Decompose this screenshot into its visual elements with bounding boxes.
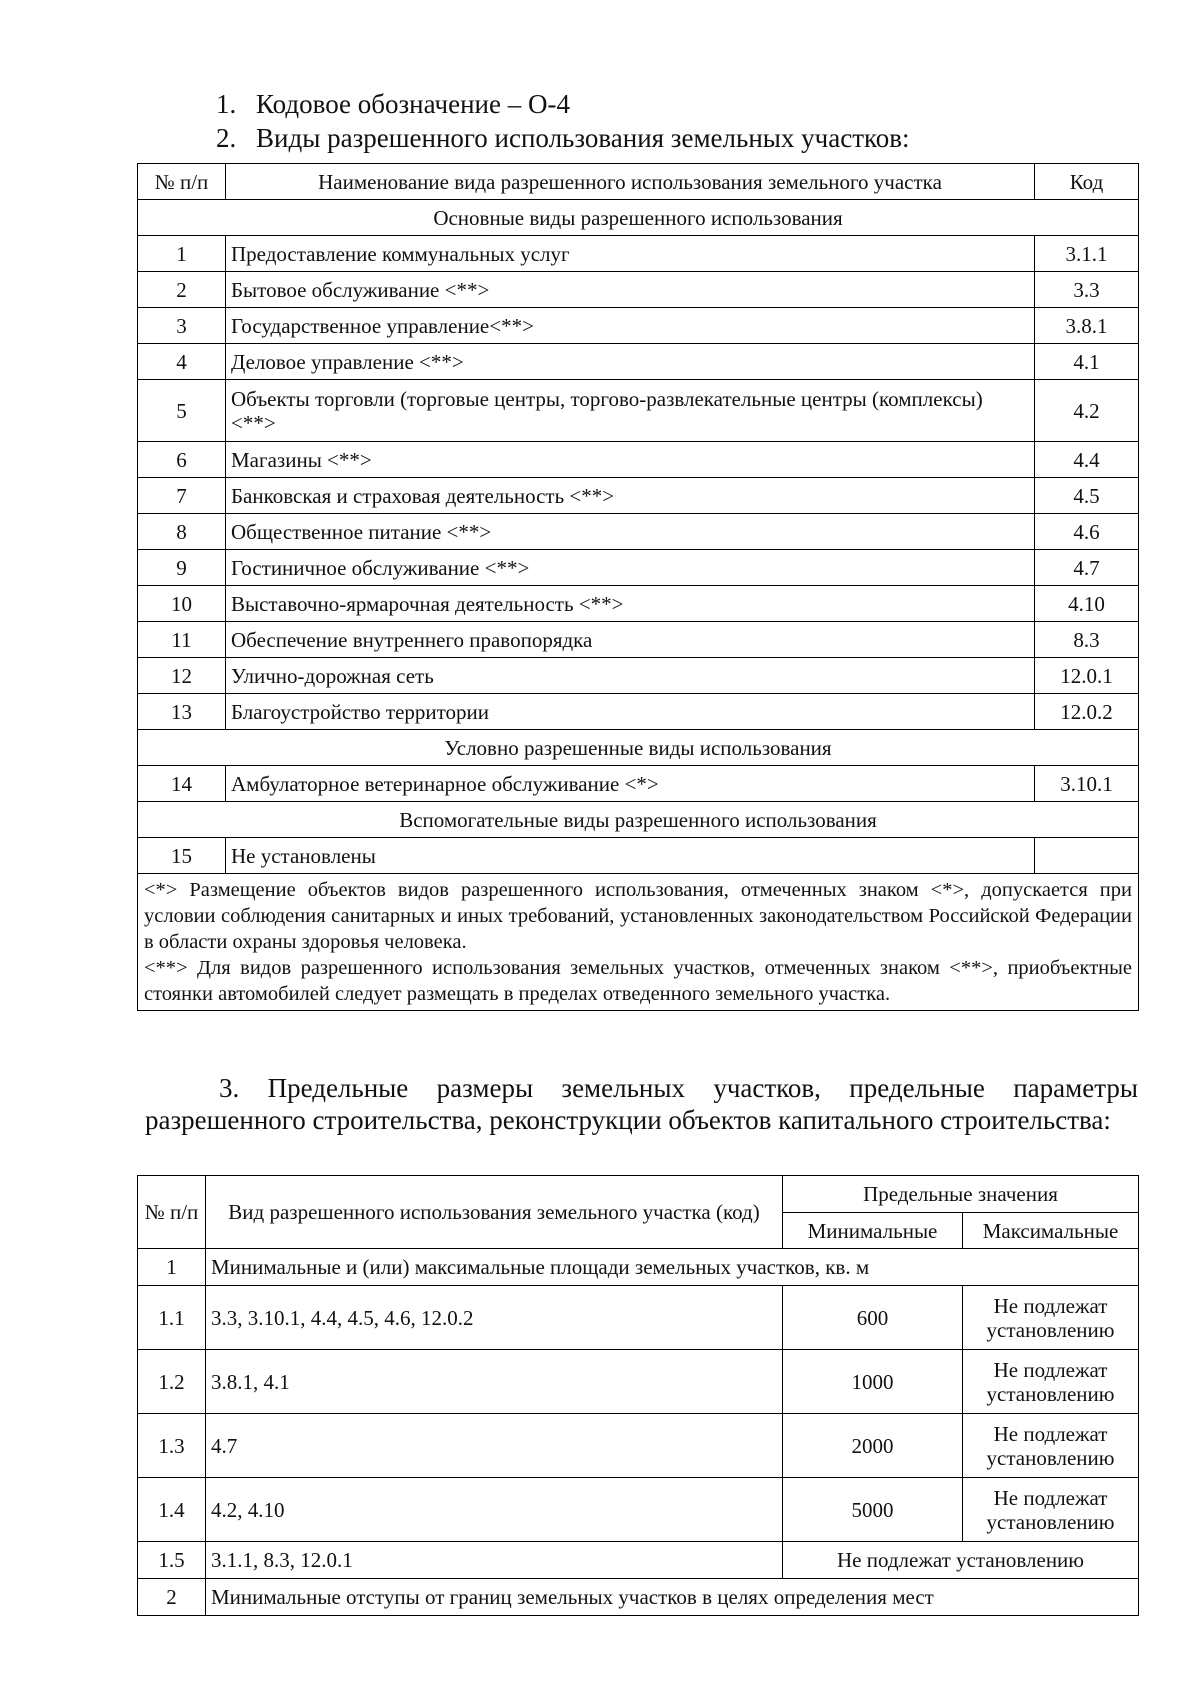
row-name: Гостиничное обслуживание <**> [226,550,1035,586]
row-name: Деловое управление <**> [226,344,1035,380]
row-num: 2 [138,272,226,308]
row-name: Объекты торговли (торговые центры, торгово-развлекательные центры (комплексы) <**> [226,380,1035,442]
row-num: 11 [138,622,226,658]
heading-item-2-number: 2. [216,123,237,153]
row-code [1035,838,1139,874]
row-name: Общественное питание <**> [226,514,1035,550]
limits-header-row-1 [138,1176,1139,1213]
limits-header-max: Максимальные [963,1213,1139,1249]
row-max: Не подлежат установлению [963,1414,1139,1478]
row-num: 1.2 [138,1350,206,1414]
row-min: 1000 [783,1350,963,1414]
row-codes: 4.7 [206,1414,783,1478]
section-main-label: Основные виды разрешенного использования [138,200,1139,236]
row-num: 9 [138,550,226,586]
row-code: 3.3 [1035,272,1139,308]
row-codes: 3.1.1, 8.3, 12.0.1 [206,1542,783,1579]
limits-header-num: № п/п [138,1176,206,1249]
table-row [138,1414,1139,1478]
row-num: 1.4 [138,1478,206,1542]
notes-row [138,874,1139,1011]
row-num: 3 [138,308,226,344]
heading-item-1 [216,88,570,120]
header-code: Код [1035,164,1139,200]
row-code: 12.0.1 [1035,658,1139,694]
row-num: 6 [138,442,226,478]
table-row [138,308,1139,344]
row-num: 15 [138,838,226,874]
row-name: Предоставление коммунальных услуг [226,236,1035,272]
heading-item-1-number: 1. [216,89,237,119]
heading-item-2 [216,122,910,154]
row-num: 1 [138,1249,206,1286]
row-name: Обеспечение внутреннего правопорядка [226,622,1035,658]
table-row [138,272,1139,308]
row-codes: 3.3, 3.10.1, 4.4, 4.5, 4.6, 12.0.2 [206,1286,783,1350]
row-num: 1 [138,236,226,272]
row-num: 5 [138,380,226,442]
row-num: 10 [138,586,226,622]
section-row-main [138,200,1139,236]
row-name: Государственное управление<**> [226,308,1035,344]
table-row [138,1350,1139,1414]
row-name: Выставочно-ярмарочная деятельность <**> [226,586,1035,622]
row-name: Амбулаторное ветеринарное обслуживание <*> [226,766,1035,802]
table-row [138,1478,1139,1542]
row-max: Не подлежат установлению [963,1350,1139,1414]
limits-row-2 [138,1579,1139,1616]
row-max: Не подлежат установлению [963,1478,1139,1542]
table-row [138,236,1139,272]
heading-item-2-text: Виды разрешенного использования земельных участков: [256,123,910,153]
row-text: Минимальные и (или) максимальные площади земельных участков, кв. м [206,1249,1139,1286]
row-num: 13 [138,694,226,730]
section-row-conditional [138,730,1139,766]
row-num: 2 [138,1579,206,1616]
limits-row-1-5 [138,1542,1139,1579]
row-name: Банковская и страховая деятельность <**> [226,478,1035,514]
row-name: Не установлены [226,838,1035,874]
row-code: 4.10 [1035,586,1139,622]
row-code: 4.6 [1035,514,1139,550]
row-codes: 4.2, 4.10 [206,1478,783,1542]
table-row [138,442,1139,478]
row-code: 4.5 [1035,478,1139,514]
table-row [138,514,1139,550]
heading-item-1-text: Кодовое обозначение – О-4 [256,89,570,119]
header-num: № п/п [138,164,226,200]
row-num: 12 [138,658,226,694]
permitted-use-table [137,163,1139,1011]
table-row [138,622,1139,658]
row-name: Благоустройство территории [226,694,1035,730]
row-name: Магазины <**> [226,442,1035,478]
limits-header-min: Минимальные [783,1213,963,1249]
row-text: Минимальные отступы от границ земельных участков в целях определения мест [206,1579,1139,1616]
row-min: 5000 [783,1478,963,1542]
section-row-auxiliary [138,802,1139,838]
row-code: 4.4 [1035,442,1139,478]
section-3-paragraph [145,1072,1138,1136]
table-row [138,380,1139,442]
header-name: Наименование вида разрешенного использования земельного участка [226,164,1035,200]
table-row [138,478,1139,514]
row-code: 4.2 [1035,380,1139,442]
table-row [138,838,1139,874]
table-row [138,344,1139,380]
limits-header-type: Вид разрешенного использования земельного участка (код) [206,1176,783,1249]
table-header-row [138,164,1139,200]
row-min: 600 [783,1286,963,1350]
row-num: 1.5 [138,1542,206,1579]
row-num: 8 [138,514,226,550]
row-num: 4 [138,344,226,380]
row-code: 8.3 [1035,622,1139,658]
row-code: 3.8.1 [1035,308,1139,344]
table-row [138,1286,1139,1350]
row-code: 3.1.1 [1035,236,1139,272]
table-row [138,766,1139,802]
row-code: 4.1 [1035,344,1139,380]
notes-cell [138,874,1139,1011]
section-conditional-label: Условно разрешенные виды использования [138,730,1139,766]
row-name: Бытовое обслуживание <**> [226,272,1035,308]
row-name: Улично-дорожная сеть [226,658,1035,694]
row-code: 12.0.2 [1035,694,1139,730]
row-num: 1.1 [138,1286,206,1350]
table-row [138,658,1139,694]
row-codes: 3.8.1, 4.1 [206,1350,783,1414]
table-row [138,586,1139,622]
row-code: 4.7 [1035,550,1139,586]
note-double-star: <**> Для видов разрешенного использования земельных участков, отмеченных знаком <**>, приобъектные стоянки автомобилей следует размещать в пределах отведенного земельного участка. [144,957,1132,1005]
row-max: Не подлежат установлению [963,1286,1139,1350]
row-num: 7 [138,478,226,514]
row-num: 14 [138,766,226,802]
row-min: 2000 [783,1414,963,1478]
section-auxiliary-label: Вспомогательные виды разрешенного использования [138,802,1139,838]
section-3-text: 3. Предельные размеры земельных участков, предельные параметры разрешенного строительства, реконструкции объектов капитального строительства: [145,1073,1138,1135]
table-row [138,550,1139,586]
limits-table [137,1175,1139,1616]
row-value: Не подлежат установлению [783,1542,1139,1579]
row-code: 3.10.1 [1035,766,1139,802]
note-single-star: <*> Размещение объектов видов разрешенного использования, отмеченных знаком <*>, допускается при условии соблюдения санитарных и иных требований, установленных законодательством Российской Федерации в области охраны здоровья человека. [144,879,1132,953]
limits-header-values: Предельные значения [783,1176,1139,1213]
table-row [138,694,1139,730]
limits-row-1 [138,1249,1139,1286]
row-num: 1.3 [138,1414,206,1478]
